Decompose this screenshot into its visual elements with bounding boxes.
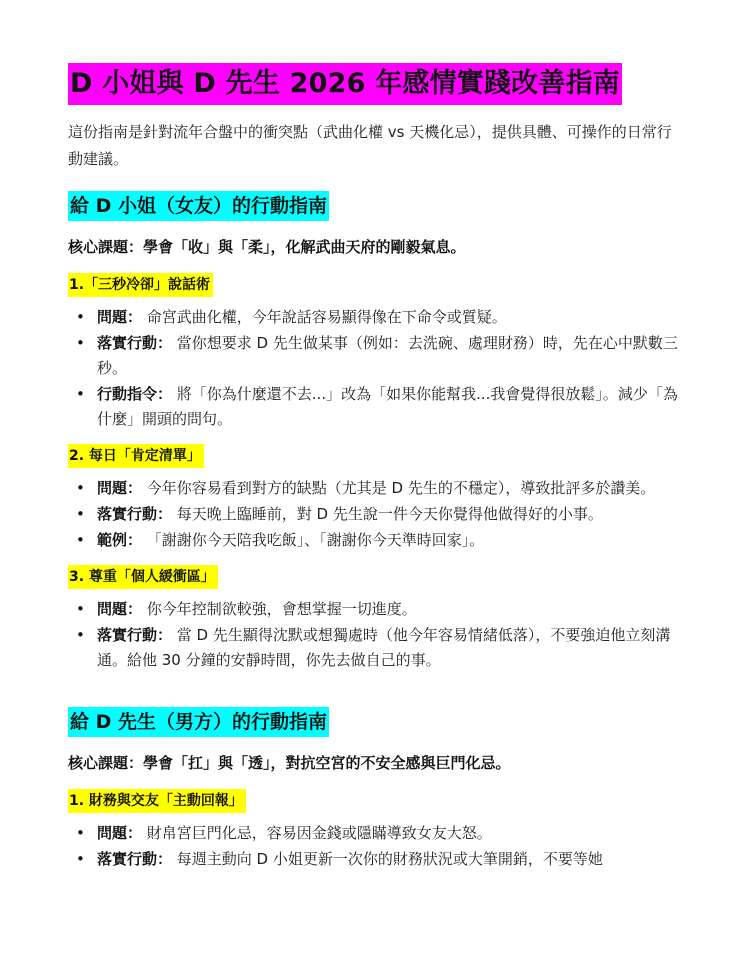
section-spacer: [68, 685, 680, 707]
list-item: [76, 821, 680, 846]
item-label: 落實行動：: [97, 334, 173, 352]
bullet-list: [68, 821, 680, 872]
item-label: 問題：: [97, 308, 143, 326]
subsection-heading: 3. 尊重「個人緩衝區」: [68, 565, 218, 589]
subsection-daily-affirmation: [68, 444, 680, 553]
bullet-icon: •: [76, 505, 85, 523]
item-text: 今年你容易看到對方的缺點（尤其是 D 先生的不穩定），導致批評多於讚美。: [142, 479, 656, 497]
item-label: 落實行動：: [97, 626, 173, 644]
bullet-icon: •: [76, 850, 85, 868]
item-text: 當你想要求 D 先生做某事（例如：去洗碗、處理財務）時，先在心中默數三秒。: [97, 334, 678, 377]
item-text: 每天晚上臨睡前，對 D 先生說一件今天你覺得他做得好的小事。: [172, 505, 603, 523]
item-label: 問題：: [97, 479, 143, 497]
intro-paragraph: 這份指南是針對流年合盤中的衝突點（武曲化權 vs 天機化忌），提供具體、可操作的日常行動建議。: [68, 123, 672, 168]
item-text: 每週主動向 D 小姐更新一次你的財務狀況或大筆開銷，不要等她: [172, 850, 603, 868]
item-text: 命宮武曲化權，今年說話容易顯得像在下命令或質疑。: [142, 308, 507, 326]
item-label: 範例：: [97, 531, 143, 549]
bullet-icon: •: [76, 385, 85, 403]
subsection-personal-buffer: [68, 565, 680, 673]
section-d-mister: [68, 707, 680, 872]
bullet-icon: •: [76, 531, 85, 549]
bullet-icon: •: [76, 479, 85, 497]
list-item: [76, 597, 680, 622]
bullet-list: [68, 597, 680, 673]
bullet-icon: •: [76, 308, 85, 326]
list-item: [76, 476, 680, 501]
bullet-list: [68, 305, 680, 432]
item-label: 行動指令：: [97, 385, 173, 403]
item-text: 當 D 先生顯得沈默或想獨處時（他今年容易情緒低落），不要強迫他立刻溝通。給他 30 分鐘的安靜時間，你先去做自己的事。: [97, 626, 671, 669]
item-label: 問題：: [97, 824, 143, 842]
list-item: [76, 847, 680, 872]
item-label: 落實行動：: [97, 850, 173, 868]
item-label: 問題：: [97, 600, 143, 618]
subsection-finance-report: [68, 789, 680, 872]
core-topic: 核心課題：學會「收」與「柔」，化解武曲天府的剛毅氣息。: [68, 238, 466, 256]
list-item: [76, 331, 680, 381]
list-item: [76, 382, 680, 432]
list-item: [76, 502, 680, 527]
section-heading: 給 D 先生（男方）的行動指南: [68, 707, 329, 737]
item-text: 「謝謝你今天陪我吃飯」、「謝謝你今天準時回家」。: [142, 531, 485, 549]
item-label: 落實行動：: [97, 505, 173, 523]
core-topic: 核心課題：學會「扛」與「透」，對抗空宮的不安全感與巨門化忌。: [68, 754, 511, 772]
item-text: 將「你為什麼還不去...」改為「如果你能幫我...我會覺得很放鬆」。減少「為什麼」開頭的問句。: [97, 385, 678, 428]
bullet-icon: •: [76, 626, 85, 644]
bullet-list: [68, 476, 680, 553]
list-item: [76, 623, 680, 673]
page-title: D 小姐與 D 先生 2026 年感情實踐改善指南: [68, 63, 622, 105]
list-item: [76, 305, 680, 330]
bullet-icon: •: [76, 600, 85, 618]
subsection-heading: 2. 每日「肯定清單」: [68, 444, 204, 468]
bullet-icon: •: [76, 824, 85, 842]
list-item: [76, 528, 680, 553]
subsection-heading: 1. 財務與交友「主動回報」: [68, 789, 246, 813]
item-text: 你今年控制欲較強，會想掌握一切進度。: [142, 600, 417, 618]
bullet-icon: •: [76, 334, 85, 352]
subsection-three-second: [68, 273, 680, 432]
section-heading: 給 D 小姐（女友）的行動指南: [68, 191, 329, 221]
item-text: 財帛宮巨門化忌，容易因金錢或隱瞞導致女友大怒。: [142, 824, 492, 842]
subsection-heading: 1.「三秒冷卻」說話術: [68, 273, 213, 297]
section-d-miss: [68, 191, 680, 673]
